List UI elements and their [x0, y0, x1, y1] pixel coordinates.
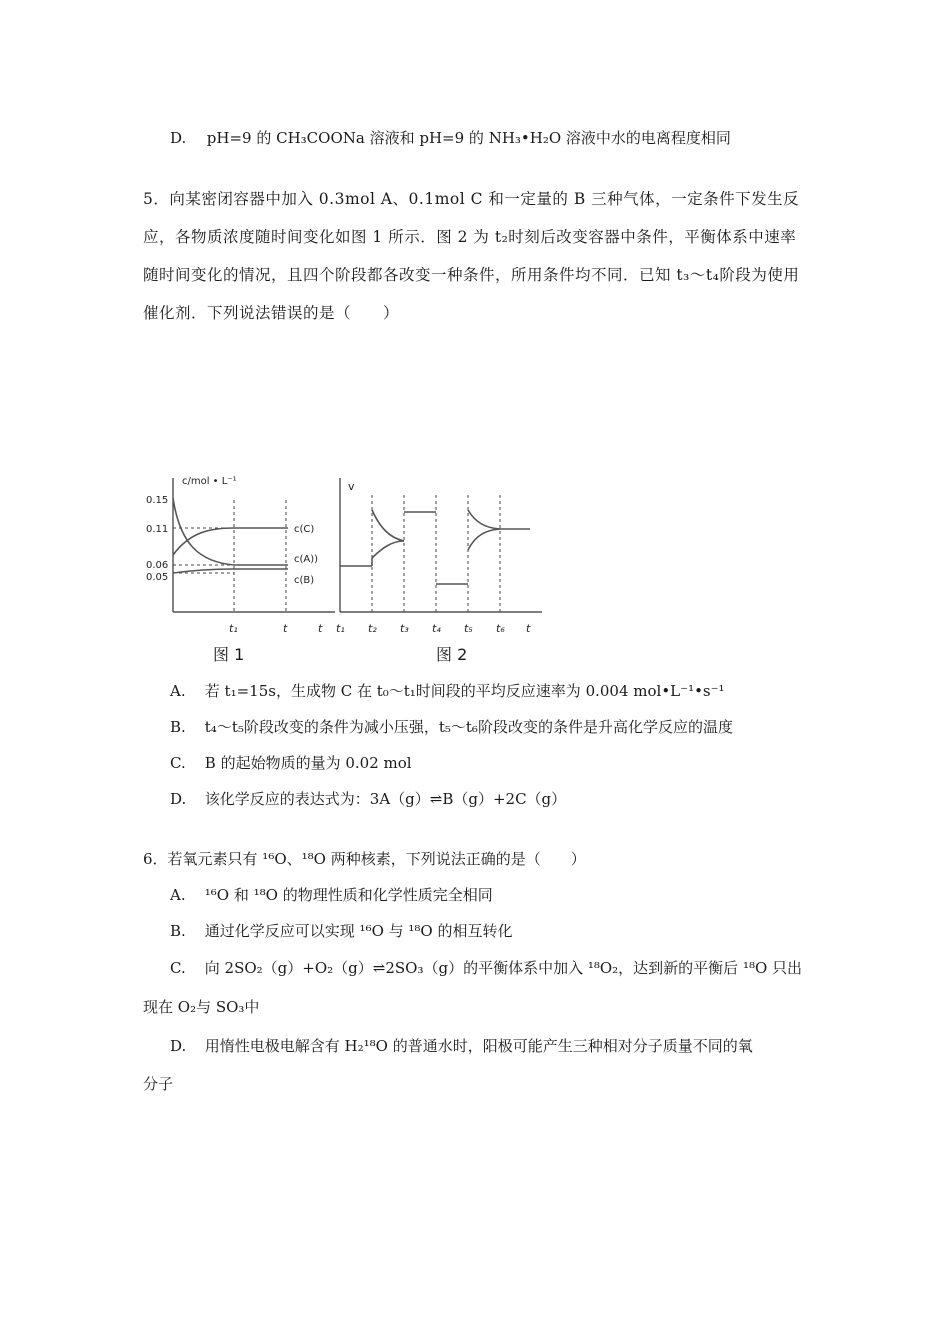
fig2-xtick: t₁ — [336, 622, 345, 635]
option-label: B. — [170, 718, 186, 736]
option-label: D. — [170, 790, 187, 808]
fig2-ylabel: v — [348, 480, 355, 493]
q4-option-d — [170, 127, 731, 148]
fig1-ytick: 0.11 — [146, 524, 169, 535]
figure-1-concentration-chart — [140, 470, 340, 640]
fig2-xtick: t₃ — [400, 622, 409, 635]
option-label: A. — [170, 682, 186, 700]
fig1-ytick: 0.06 — [146, 560, 169, 571]
fig1-curve-a — [173, 498, 288, 565]
fig2-xtick: t₂ — [368, 622, 377, 635]
fig2-xtick: t₆ — [496, 622, 505, 635]
figure-2-rate-chart — [330, 470, 550, 640]
figure-1-caption: 图 1 — [213, 645, 245, 664]
fig2-xtick: t — [526, 622, 531, 635]
q6-option-d-continued: 分子 — [143, 1075, 174, 1093]
fig1-curve-label: c(B) — [294, 575, 315, 586]
q5-option-c — [170, 752, 412, 773]
option-text: 若 t₁=15s，生成物 C 在 t₀～t₁时间段的平均反应速率为 0.004 mol•L⁻¹•s⁻¹ — [204, 682, 725, 700]
q6-option-c — [170, 957, 802, 978]
q5-stem: 5．向某密闭容器中加入 0.3mol A、0.1mol C 和一定量的 B 三种气体，一定条件下发生反应，各物质浓度随时间变化如图 1 所示．图 2 为 t₂时刻后改变容器中条件，平衡体系中速率随时间变化的情况，且四个阶段都各改变一种条件，所用条件均不同．已知 t₃～t₄阶段为使用催化剂．下列说法错误的是（ ） — [143, 190, 800, 322]
option-text: t₄～t₅阶段改变的条件为减小压强，t₅～t₆阶段改变的条件是升高化学反应的温度 — [204, 718, 733, 736]
q5-option-a — [170, 680, 725, 701]
fig1-curve-label: c(C) — [294, 524, 315, 535]
fig1-curve-c — [173, 528, 288, 555]
q6-option-a — [170, 884, 493, 905]
fig1-ylabel: c/mol • L⁻¹ — [182, 476, 237, 487]
option-label: B. — [170, 922, 186, 940]
option-label: A. — [170, 886, 186, 904]
option-text: ¹⁶O 和 ¹⁸O 的物理性质和化学性质完全相同 — [204, 886, 493, 904]
option-text: B 的起始物质的量为 0.02 mol — [204, 754, 412, 772]
option-label: C. — [170, 754, 186, 772]
q6-option-c-continued: 现在 O₂与 SO₃中 — [143, 998, 260, 1016]
q5-option-b — [170, 716, 733, 737]
fig1-xtick: t — [318, 622, 323, 635]
fig1-ytick: 0.05 — [146, 572, 169, 583]
fig1-curve-label: c(A)) — [294, 554, 319, 565]
option-label: D. — [170, 1037, 187, 1055]
q6-option-d — [170, 1035, 753, 1056]
option-text: 向 2SO₂（g）+O₂（g）⇌2SO₃（g）的平衡体系中加入 ¹⁸O₂，达到新的平衡后 ¹⁸O 只出 — [204, 959, 803, 977]
option-label: D. — [170, 129, 187, 147]
fig2-xtick: t₅ — [464, 622, 473, 635]
fig1-xtick: t — [283, 622, 288, 635]
option-text: pH=9 的 CH₃COONa 溶液和 pH=9 的 NH₃•H₂O 溶液中水的电离程度相同 — [206, 129, 731, 147]
fig2-xtick: t₄ — [432, 622, 441, 635]
q6-option-b — [170, 920, 513, 941]
option-text: 该化学反应的表达式为：3A（g）⇌B（g）+2C（g） — [204, 790, 567, 808]
figure-2-caption: 图 2 — [436, 645, 468, 664]
option-text: 通过化学反应可以实现 ¹⁶O 与 ¹⁸O 的相互转化 — [204, 922, 513, 940]
option-label: C. — [170, 959, 186, 977]
q5-option-d — [170, 788, 566, 809]
fig1-curve-b — [173, 569, 288, 573]
fig1-xtick: t₁ — [229, 622, 238, 635]
q6-stem: 6．若氧元素只有 ¹⁶O、¹⁸O 两种核素，下列说法正确的是（ ） — [143, 850, 586, 868]
option-text: 用惰性电极电解含有 H₂¹⁸O 的普通水时，阳极可能产生三种相对分子质量不同的氧 — [204, 1037, 753, 1055]
fig1-ytick: 0.15 — [146, 495, 169, 506]
